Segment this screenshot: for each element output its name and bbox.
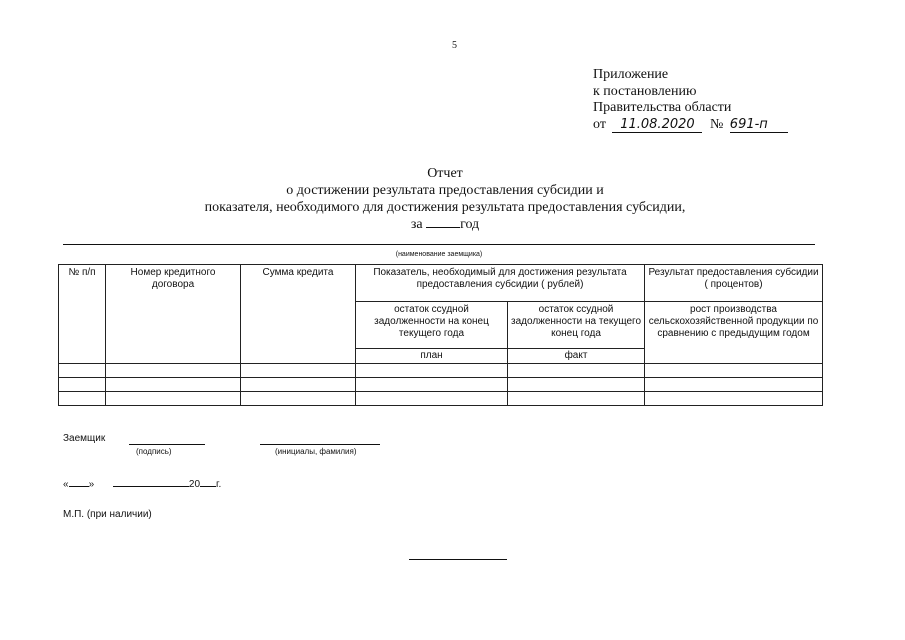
- table-row: [59, 364, 823, 378]
- col-result-header: Результат предоставления субсидии ( процентов): [645, 265, 823, 302]
- report-table: [58, 264, 823, 406]
- appendix-line-4: [593, 117, 788, 134]
- resolution-date: 11.08.2020: [612, 118, 702, 133]
- year-blank-short: [200, 476, 216, 487]
- signature-caption: (подпись): [136, 447, 172, 456]
- title-line-3: показателя, необходимого для достижения результата предоставления субсидии,: [204, 200, 686, 215]
- appendix-header: [593, 67, 788, 133]
- report-title: [160, 165, 730, 233]
- month-blank: [113, 476, 189, 487]
- resolution-number: 691-п: [730, 118, 788, 133]
- result-description: рост производства сельскохозяйственной продукции по сравнению с предыдущим годом: [645, 302, 823, 364]
- table-row: [59, 392, 823, 406]
- name-caption: (инициалы, фамилия): [275, 447, 357, 456]
- col-contract-header: Номер кредитного договора: [106, 265, 241, 364]
- appendix-line-1: Приложение: [593, 67, 669, 82]
- day-blank: [69, 476, 89, 487]
- col-indicator-header: Показатель, необходимый для достижения результата предоставления субсидии ( рублей): [356, 265, 645, 302]
- stamp-label: М.П. (при наличии): [63, 509, 152, 520]
- name-line: [260, 433, 380, 445]
- signature-date: [63, 476, 221, 490]
- year-suffix-g: г.: [216, 479, 222, 490]
- borrower-name-caption: (наименование заемщика): [395, 251, 483, 258]
- title-line-2: о достижении результата предоставления субсидии и: [286, 183, 604, 198]
- year-prefix: за: [410, 217, 423, 232]
- title-line-4: [160, 216, 730, 233]
- signature-line: [129, 433, 205, 445]
- col-number-header: № п/п: [59, 265, 106, 364]
- table-row: [59, 378, 823, 392]
- fact-label: факт: [508, 349, 645, 364]
- title-line-1: Отчет: [427, 166, 463, 181]
- appendix-line-2: к постановлению: [593, 83, 697, 99]
- year-suffix: год: [460, 217, 480, 232]
- year-blank: [426, 217, 460, 228]
- footer-separator: [409, 559, 507, 560]
- date-open-quote: «: [63, 479, 69, 490]
- col-amount-header: Сумма кредита: [241, 265, 356, 364]
- date-close-quote: »: [88, 479, 95, 490]
- page-number: 5: [452, 40, 457, 51]
- fact-description: остаток ссудной задолженности на текущего конец года: [508, 302, 645, 349]
- year-prefix-20: 20: [188, 479, 201, 490]
- appendix-line-3: Правительства области: [593, 100, 732, 115]
- plan-label: план: [356, 349, 508, 364]
- borrower-label: Заемщик: [63, 433, 106, 444]
- number-label: №: [709, 116, 724, 132]
- borrower-name-line: [63, 244, 815, 245]
- table-header-row: [59, 265, 823, 302]
- plan-description: остаток ссудной задолженности на конец текущего года: [356, 302, 508, 349]
- from-label: от: [593, 116, 606, 132]
